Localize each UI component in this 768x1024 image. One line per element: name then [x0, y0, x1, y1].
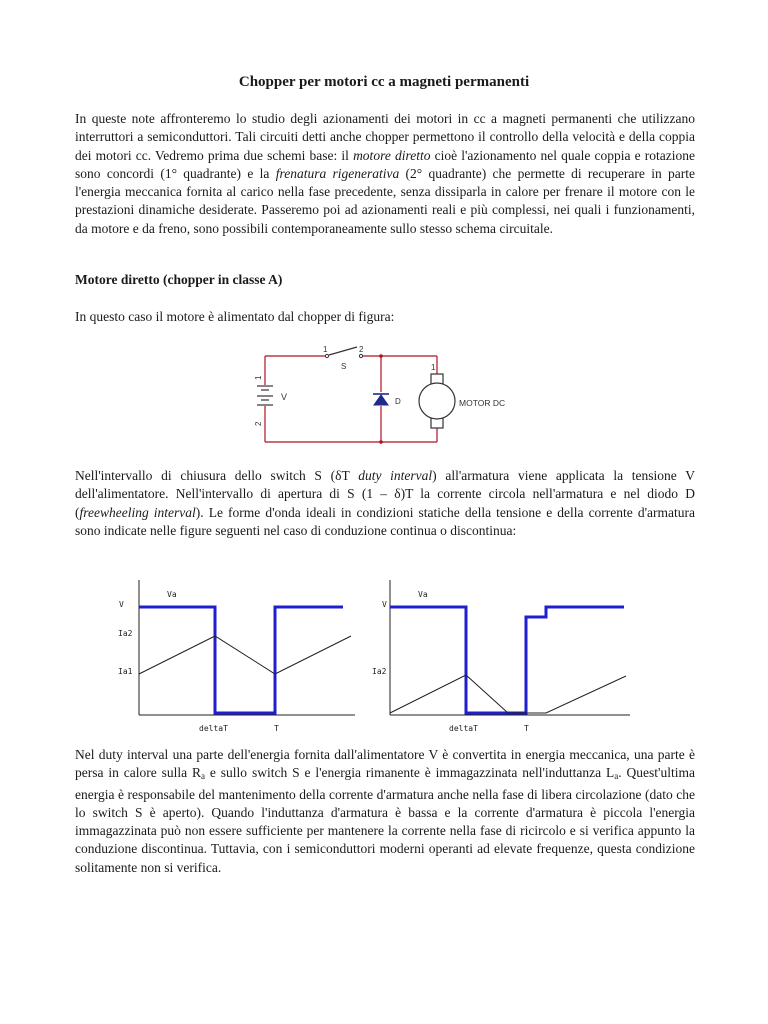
ia2-label: Ia2 [372, 667, 387, 676]
v-level-label: V [119, 600, 124, 609]
waveform-continuous [115, 580, 360, 740]
va-label: Va [167, 590, 177, 599]
switch-symbol [325, 347, 362, 358]
ia1-label: Ia1 [118, 667, 133, 676]
document-title: Chopper per motori cc a magneti permanenti [238, 74, 530, 90]
switch-label: S [341, 362, 347, 371]
para2-italic-1: duty interval [358, 468, 433, 483]
switch-pin-1: 1 [323, 345, 328, 354]
waveform-discontinuous [372, 580, 638, 740]
motor-pin: 1 [431, 363, 436, 372]
para3-sub-2: a [614, 771, 619, 782]
source-pin-1: 1 [254, 375, 263, 380]
switch-pin-2: 2 [359, 345, 364, 354]
source-pin-2: 2 [254, 421, 263, 426]
voltage-waveform [390, 607, 624, 713]
chopper-circuit-diagram [245, 340, 505, 445]
delta-t-label: deltaT [449, 724, 478, 733]
intro-text-1: In queste note affronteremo lo studio degli azionamenti dei motori in cc a magneti permanenti che utilizzano interruttori a semiconduttori. Tali circuiti detti anche chopper permettono il controllo della velocità e della coppia dei motori cc. Vedremo prima due schemi base: il [75, 111, 695, 163]
intro-paragraph [75, 110, 695, 238]
va-label: Va [418, 590, 428, 599]
para2-text-2: ) all'armatura viene applicata la tensione V dell'alimentatore. Nell'intervallo di apertura di S (1 – δ)T la corrente circola nell'armatura e nel diodo D ( [75, 468, 696, 520]
intro-italic-1: motore diretto [353, 147, 431, 163]
para3-text-2: e sullo switch S e l'energia rimanente è immagazzinata nell'induttanza L [205, 765, 615, 781]
v-level-label: V [382, 600, 387, 609]
ia2-label: Ia2 [118, 629, 133, 638]
motor-label: MOTOR DC [459, 398, 506, 408]
energy-paragraph [75, 746, 695, 877]
period-label: T [274, 724, 279, 733]
period-label: T [524, 724, 529, 733]
para3-text-3: . Quest'ultima energia è responsabile del mantenimento della corrente d'armatura anche nella fase di libera circolazione (dato che lo switch S è aperto). Quando l'induttanza d'armatura è bassa e la corrente d'armatura è piccola l'energia immagazzinata può non essere sufficiente per mantenere la corrente nella fase di ricircolo e si verifica appunto la conduzione discontinua. Tuttavia, con i semiconduttori moderni operanti ad elevate frequenze, questa condizione solitamente non si verifica. [75, 765, 695, 875]
duty-interval-paragraph [75, 467, 695, 540]
diode-label: D [395, 397, 401, 406]
source-label: V [281, 392, 288, 402]
diode-symbol [373, 394, 389, 405]
intro-italic-2: frenatura rigenerativa [275, 165, 400, 181]
para3-text-1: Nel duty interval una parte dell'energia fornita dall'alimentatore V è convertita in energia meccanica, una parte è persa in calore sulla R [75, 747, 695, 781]
current-waveform [390, 675, 626, 713]
para2-text-3: ). Le forme d'onda ideali in condizioni statiche della tensione e della corrente d'armatura sono indicate nelle figure seguenti nel caso di conduzione continua o discontinua: [75, 504, 696, 538]
delta-t-label: deltaT [199, 724, 228, 733]
para3-sub-1: a [201, 771, 206, 782]
para2-text-1: Nell'intervallo di chiusura dello switch S (δT [75, 468, 359, 483]
voltage-waveform [139, 607, 343, 713]
circuit-intro: In questo caso il motore è alimentato dal chopper di figura: [75, 309, 395, 324]
intro-text-2: cioè l'azionamento nel quale coppia e rotazione sono concordi (1° quadrante) e la [75, 147, 695, 181]
current-waveform [139, 636, 351, 674]
motor-symbol [419, 374, 455, 428]
para2-italic-2: freewheeling interval [79, 504, 196, 520]
section-heading: Motore diretto (chopper in classe A) [75, 272, 283, 287]
voltage-source-symbol [257, 386, 273, 405]
intro-text-3: (2° quadrante) che permette di recuperare in parte l'energia meccanica fornita al carico nella fase precedente, senza dissiparla in calore per frenare il motore con le prestazioni dinamiche desiderate. Passeremo poi ad azionamenti reali e più complessi, nei quali i funzionamenti, da motore e da freno, sono possibili contemporaneamente sullo stesso schema circuitale. [75, 165, 695, 236]
